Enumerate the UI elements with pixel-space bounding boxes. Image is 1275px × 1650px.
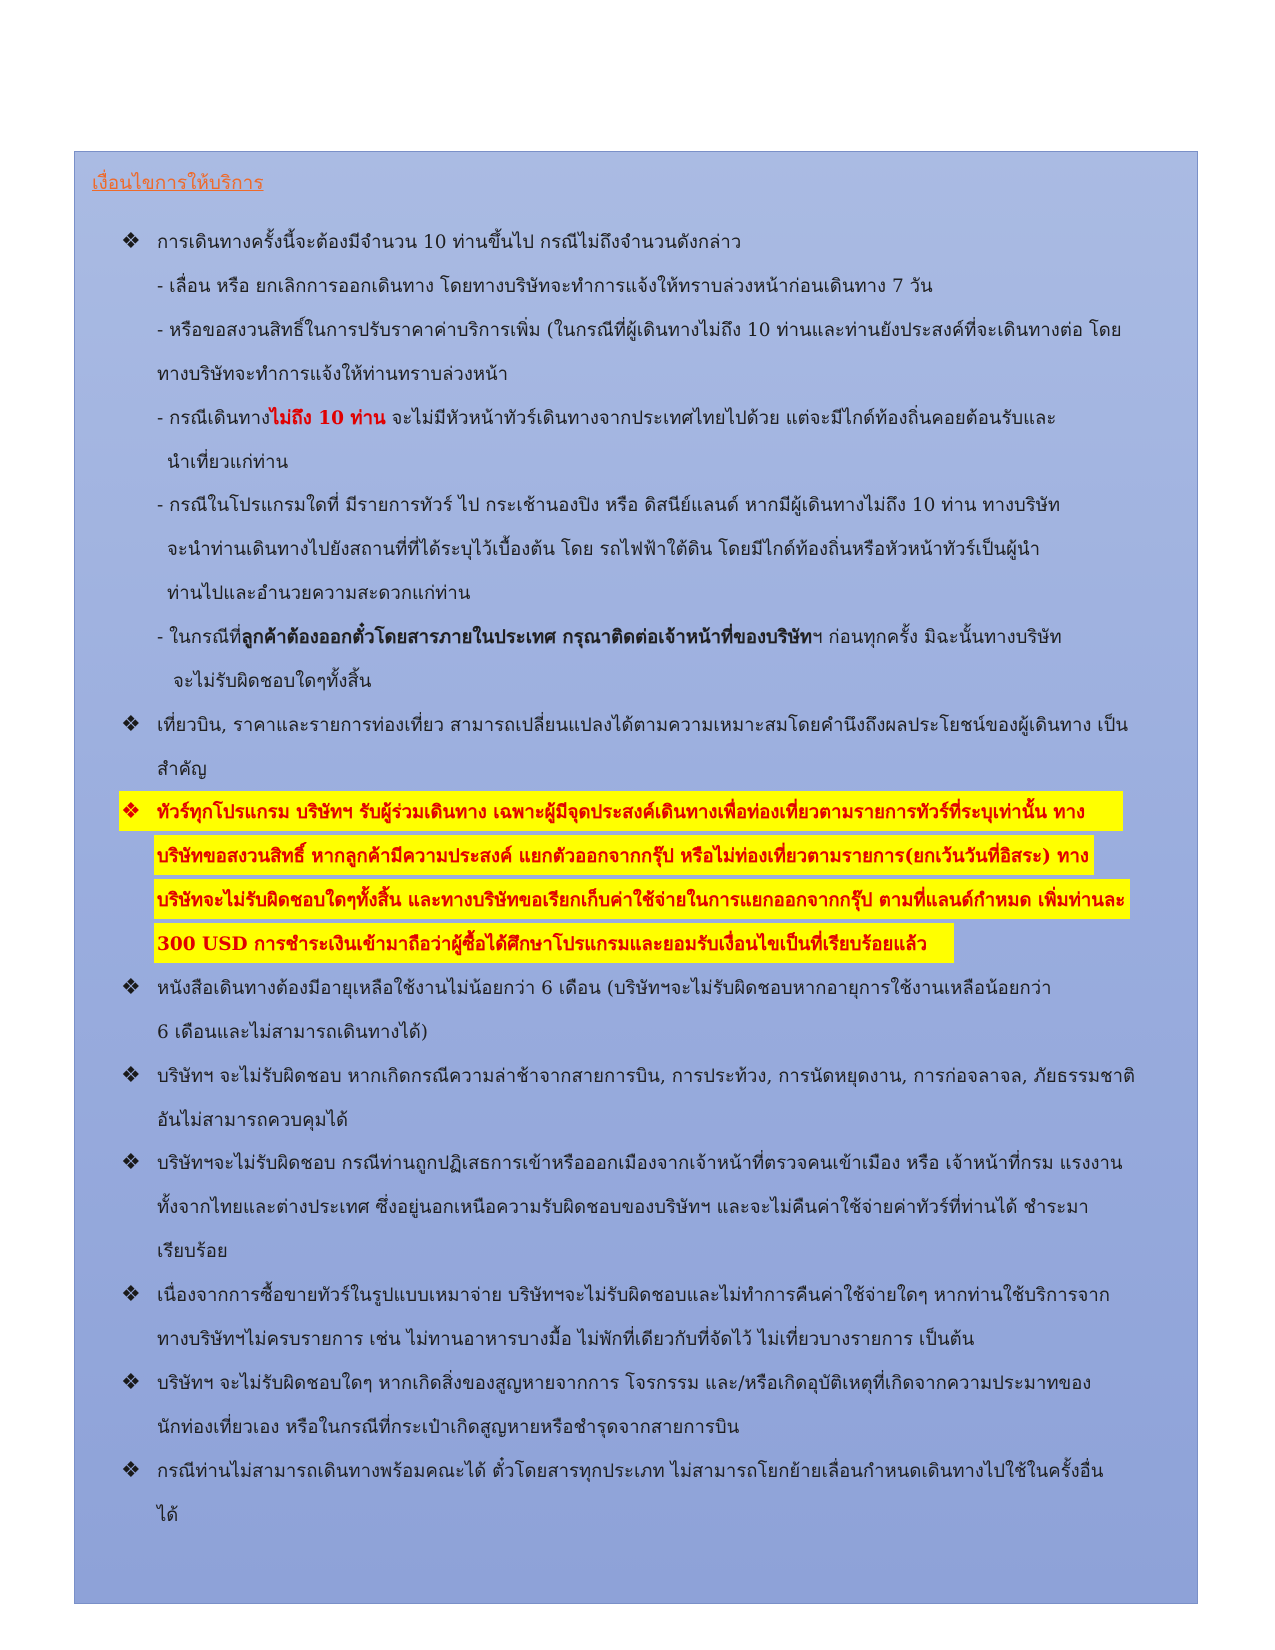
- text-line: จะไม่รับผิดชอบใดๆทั้งสิ้น: [173, 671, 372, 692]
- text-line: - หรือขอสงวนสิทธิ์ในการปรับราคาค่าบริการเพิ่ม (ในกรณีที่ผู้เดินทางไม่ถึง 10 ท่านและท่านยังประสงค์ที่จะเดินทางต่อ โดย: [157, 320, 1122, 341]
- bullet-diamond-icon: ❖: [121, 1458, 141, 1483]
- text-line: - เลื่อน หรือ ยกเลิกการออกเดินทาง โดยทางบริษัทจะทำการแจ้งให้ทราบล่วงหน้าก่อนเดินทาง 7 วัน: [157, 276, 933, 297]
- text-line: นักท่องเที่ยวเอง หรือในกรณีที่กระเป๋าเกิดสูญหายหรือชำรุดจากสายการบิน: [157, 1417, 740, 1438]
- highlight-text-line: 300 USD การชำระเงินเข้ามาถือว่าผู้ซื้อได้ศึกษาโปรแกรมและยอมรับเงื่อนไขเป็นที่เรียบร้อยแล้ว: [157, 934, 928, 955]
- text-line: อันไม่สามารถควบคุมได้: [157, 1110, 349, 1131]
- text-fragment: - กรณีเดินทาง: [157, 408, 271, 429]
- alert-text: ไม่ถึง 10 ท่าน: [270, 408, 386, 429]
- text-line: หนังสือเดินทางต้องมีอายุเหลือใช้งานไม่น้อยกว่า 6 เดือน (บริษัทฯจะไม่รับผิดชอบหากอายุการใช้งานเหลือน้อยกว่า: [157, 978, 1052, 999]
- text-line: ทางบริษัทฯไม่ครบรายการ เช่น ไม่ทานอาหารบางมื้อ ไม่พักที่เดียวกับที่จัดไว้ ไม่เที่ยวบางรายการ เป็นต้น: [157, 1329, 975, 1350]
- bold-text: ลูกค้าต้องออกตั๋วโดยสารภายในประเทศ กรุณาติดต่อเจ้าหน้าที่ของบริษัท: [241, 627, 813, 648]
- bullet-diamond-icon: ❖: [121, 799, 141, 824]
- bullet-diamond-icon: ❖: [121, 975, 141, 1000]
- text-fragment: - ในกรณีที่: [157, 627, 242, 648]
- text-line: จะนำท่านเดินทางไปยังสถานที่ที่ได้ระบุไว้เบื้องต้น โดย รถไฟฟ้าใต้ดิน โดยมีไกด์ท้องถิ่นหรือหัวหน้าทัวร์เป็นผู้นำ: [167, 539, 1040, 560]
- text-line: เรียบร้อย: [157, 1241, 228, 1262]
- text-line: ทั้งจากไทยและต่างประเทศ ซึ่งอยู่นอกเหนือความรับผิดชอบของบริษัทฯ และจะไม่คืนค่าใช้จ่ายค่าทัวร์ที่ท่านได้ ชำระมา: [157, 1197, 1089, 1218]
- bullet-diamond-icon: ❖: [121, 1282, 141, 1307]
- highlight-text-line: ทัวร์ทุกโปรแกรม บริษัทฯ รับผู้ร่วมเดินทาง เฉพาะผู้มีจุดประสงค์เดินทางเพื่อท่องเที่ยวตามรายการทัวร์ที่ระบุเท่านั้น ทาง: [157, 802, 1086, 823]
- bullet-diamond-icon: ❖: [121, 1063, 141, 1088]
- section-heading: เงื่อนไขการให้บริการ: [92, 172, 264, 194]
- highlight-text-line: บริษัทจะไม่รับผิดชอบใดๆทั้งสิ้น และทางบริษัทขอเรียกเก็บค่าใช้จ่ายในการแยกออกจากกรุ๊ป ตามที่แลนด์กำหมด เพิ่มท่านละ: [157, 890, 1126, 911]
- text-line: - กรณีในโปรแกรมใดที่ มีรายการทัวร์ ไป กระเช้านองปิง หรือ ดิสนีย์แลนด์ หากมีผู้เดินทางไม่ถึง 10 ท่าน ทางบริษัท: [157, 495, 1061, 516]
- text-line: เที่ยวบิน, ราคาและรายการท่องเที่ยว สามารถเปลี่ยนแปลงได้ตามความเหมาะสมโดยคำนึงถึงผลประโยชน์ของผู้เดินทาง เป็น: [157, 715, 1129, 736]
- text-line: [157, 408, 1056, 430]
- text-line: บริษัทฯ จะไม่รับผิดชอบใดๆ หากเกิดสิ่งของสูญหายจากการ โจรกรรม และ/หรือเกิดอุบัติเหตุที่เกิดจากความประมาทของ: [157, 1373, 1092, 1394]
- text-line: นำเที่ยวแก่ท่าน: [167, 452, 289, 473]
- text-line: ได้: [157, 1505, 179, 1526]
- text-fragment: จะไม่มีหัวหน้าทัวร์เดินทางจากประเทศไทยไปด้วย แต่จะมีไกด์ท้องถิ่นคอยต้อนรับและ: [385, 408, 1057, 429]
- text-line: ทางบริษัทจะทำการแจ้งให้ท่านทราบล่วงหน้า: [157, 364, 509, 385]
- conditions-panel: [74, 151, 1198, 1604]
- text-line: เนื่องจากการซื้อขายทัวร์ในรูปแบบเหมาจ่าย บริษัทฯจะไม่รับผิดชอบและไม่ทำการคืนค่าใช้จ่ายใดๆ หากท่านใช้บริการจาก: [157, 1285, 1110, 1306]
- text-line: [157, 627, 1062, 649]
- bullet-diamond-icon: ❖: [121, 1370, 141, 1395]
- bullet-diamond-icon: ❖: [121, 712, 141, 737]
- text-line: บริษัทฯจะไม่รับผิดชอบ กรณีท่านถูกปฏิเสธการเข้าหรือออกเมืองจากเจ้าหน้าที่ตรวจคนเข้าเมือง หรือ เจ้าหน้าที่กรม แรงงาน: [157, 1153, 1123, 1174]
- text-fragment: ฯ ก่อนทุกครั้ง มิฉะนั้นทางบริษัท: [812, 627, 1062, 648]
- text-line: ท่านไปและอำนวยความสะดวกแก่ท่าน: [167, 583, 471, 604]
- text-line: สำคัญ: [157, 759, 207, 780]
- text-line: บริษัทฯ จะไม่รับผิดชอบ หากเกิดกรณีความล่าช้าจากสายการบิน, การประท้วง, การนัดหยุดงาน, การก่อจลาจล, ภัยธรรมชาติ: [157, 1066, 1135, 1087]
- bullet-diamond-icon: ❖: [121, 229, 141, 254]
- text-line: กรณีท่านไม่สามารถเดินทางพร้อมคณะได้ ตั๋วโดยสารทุกประเภท ไม่สามารถโยกย้ายเลื่อนกำหนดเดินทางไปใช้ในครั้งอื่น: [157, 1461, 1104, 1482]
- text-line: การเดินทางครั้งนี้จะต้องมีจำนวน 10 ท่านขึ้นไป กรณีไม่ถึงจำนวนดังกล่าว: [157, 232, 742, 253]
- text-line: 6 เดือนและไม่สามารถเดินทางได้): [157, 1022, 428, 1043]
- bullet-diamond-icon: ❖: [121, 1150, 141, 1175]
- highlight-text-line: บริษัทขอสงวนสิทธิ์ หากลูกค้ามีความประสงค์ แยกตัวออกจากกรุ๊ป หรือไม่ท่องเที่ยวตามรายการ(ยกเว้นวันที่อิสระ) ทาง: [157, 846, 1089, 867]
